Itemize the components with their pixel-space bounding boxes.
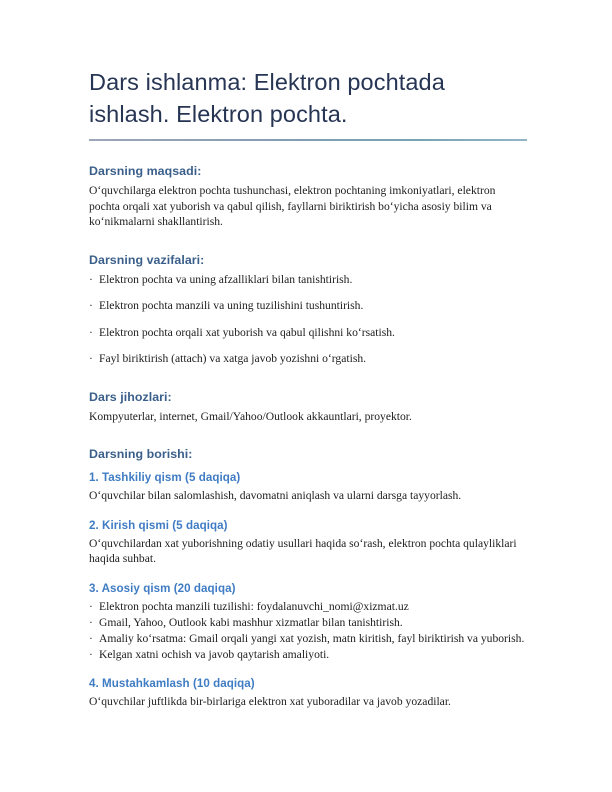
list-item — [89, 647, 527, 663]
section-heading-borish: Darsning borishi: — [89, 447, 193, 461]
list-item — [89, 631, 527, 647]
list-item-label: Elektron pochta orqali xat yuborish va qabul qilishni ko‘rsatish. — [99, 325, 395, 339]
list-item — [89, 615, 527, 631]
document-content — [89, 66, 527, 710]
lesson-flow-steps — [89, 470, 527, 710]
bullet-icon: · — [89, 325, 93, 339]
list-item-label: Elektron pochta va uning afzalliklari bilan tanishtirish. — [99, 272, 353, 286]
vazifalar-list — [89, 272, 527, 367]
lesson-flow-step-list — [89, 599, 527, 663]
bullet-icon: · — [89, 631, 93, 645]
lesson-flow-step-body: O‘quvchilar juftlikda bir-birlariga elektron xat yuboradilar va javob yozadilar. — [89, 695, 451, 708]
section-borish — [89, 446, 527, 710]
bullet-icon: · — [89, 647, 93, 661]
section-body-maqsad: O‘quvchilarga elektron pochta tushunchasi, elektron pochtaning imkoniyatlari, elektron pochta orqali xat yuborish va qabul qilish, fayllarni biriktirish bo‘yicha asosiy bilim va ko‘nikmalarni shakllantirish. — [89, 184, 496, 228]
page-title: Dars ishlanma: Elektron pochtada ishlash. Elektron pochta. — [89, 69, 445, 127]
section-heading-maqsad: Darsning maqsadi: — [89, 164, 202, 178]
title-divider — [89, 139, 527, 141]
list-item — [89, 351, 527, 367]
list-item — [89, 298, 527, 314]
lesson-flow-step-heading: 3. Asosiy qism (20 daqiqa) — [89, 581, 236, 595]
lesson-flow-step-heading: 2. Kirish qismi (5 daqiqa) — [89, 518, 228, 532]
section-body-jihozlar: Kompyuterlar, internet, Gmail/Yahoo/Outlook akkauntlari, proyektor. — [89, 409, 412, 423]
list-item-label: Gmail, Yahoo, Outlook kabi mashhur xizmatlar bilan tanishtirish. — [99, 615, 403, 629]
bullet-icon: · — [89, 272, 93, 286]
list-item-label: Fayl biriktirish (attach) va xatga javob yozishni o‘rgatish. — [99, 352, 367, 365]
lesson-flow-step — [89, 518, 527, 567]
section-vazifalar — [89, 252, 527, 367]
list-item-label: Kelgan xatni ochish va javob qaytarish amaliyoti. — [99, 647, 330, 661]
bullet-icon: · — [89, 352, 93, 365]
section-jihozlar — [89, 389, 527, 425]
list-item-label: Elektron pochta manzili tuzilishi: foydalanuvchi_nomi@xizmat.uz — [99, 599, 409, 613]
bullet-icon: · — [89, 599, 93, 613]
lesson-flow-step-heading: 1. Tashkiliy qism (5 daqiqa) — [89, 471, 241, 484]
list-item — [89, 272, 527, 288]
list-item — [89, 599, 527, 615]
lesson-flow-step-heading: 4. Mustahkamlash (10 daqiqa) — [89, 677, 255, 690]
list-item-label: Amaliy ko‘rsatma: Gmail orqali yangi xat yozish, matn kiritish, fayl biriktirish va yuborish. — [99, 631, 525, 645]
bullet-icon: · — [89, 299, 93, 312]
section-heading-jihozlar: Dars jihozlari: — [89, 389, 172, 404]
section-maqsad — [89, 163, 527, 230]
lesson-flow-step — [89, 581, 527, 663]
lesson-flow-step-body: O‘quvchilar bilan salomlashish, davomatni aniqlash va ularni darsga tayyorlash. — [89, 489, 462, 502]
lesson-flow-step — [89, 470, 527, 504]
section-heading-vazifalar: Darsning vazifalari: — [89, 252, 205, 267]
bullet-icon: · — [89, 615, 93, 629]
lesson-flow-step — [89, 676, 527, 710]
list-item — [89, 325, 527, 341]
lesson-flow-step-body: O‘quvchilardan xat yuborishning odatiy usullari haqida so‘rash, elektron pochta qulayliklari haqida suhbat. — [89, 536, 517, 565]
list-item-label: Elektron pochta manzili va uning tuzilishini tushuntirish. — [99, 299, 364, 312]
